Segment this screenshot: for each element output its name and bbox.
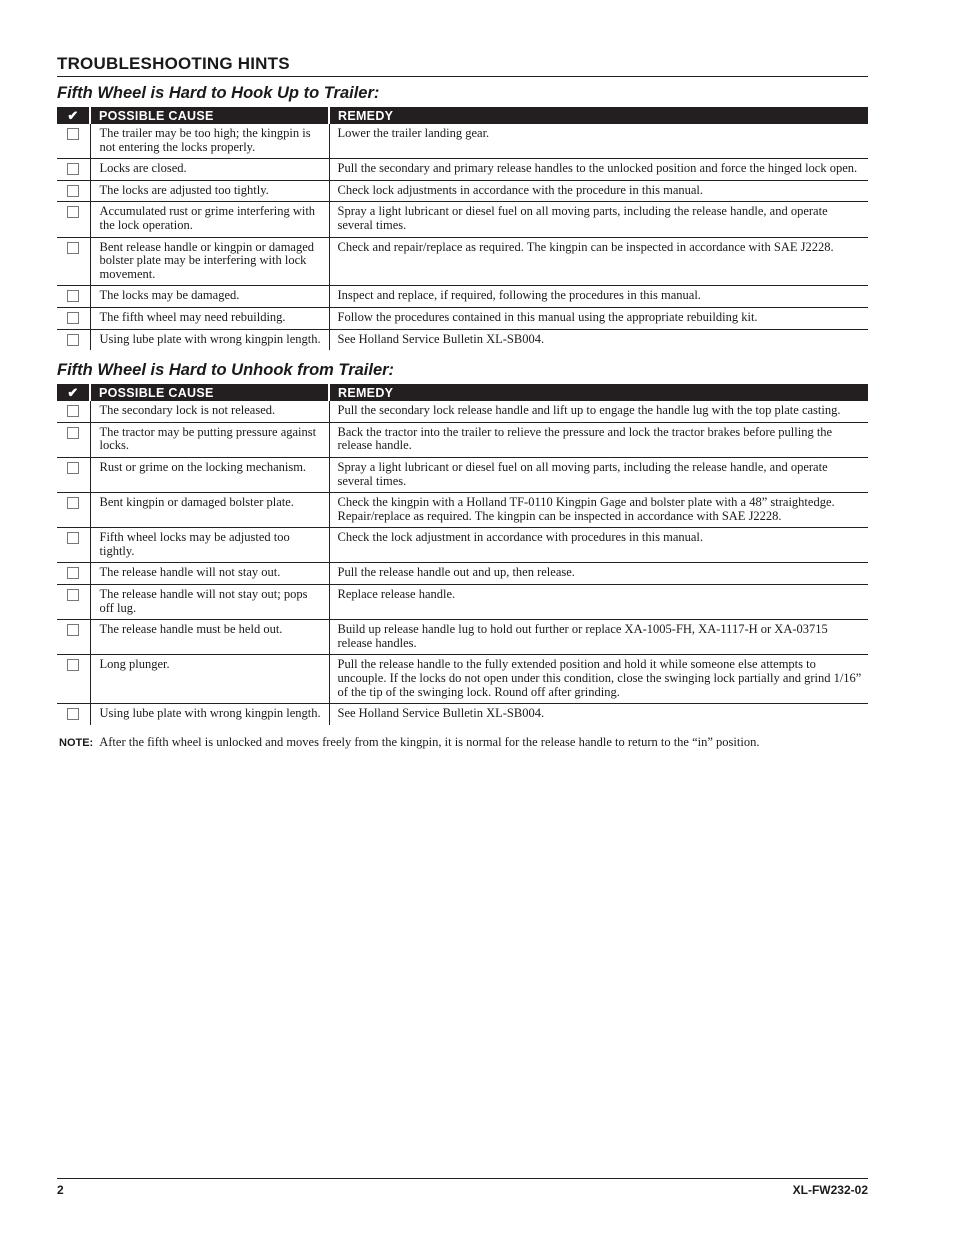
remedy-cell: Check the lock adjustment in accordance with procedures in this manual. [329, 528, 868, 563]
checkbox-cell [57, 401, 90, 422]
remedy-cell: Spray a light lubricant or diesel fuel on all moving parts, including the release handle, and operate several times. [329, 457, 868, 492]
table-row [57, 202, 868, 237]
remedy-cell: See Holland Service Bulletin XL-SB004. [329, 329, 868, 350]
table-row [57, 704, 868, 725]
checkbox-cell [57, 422, 90, 457]
cause-cell: The tractor may be putting pressure against locks. [90, 422, 329, 457]
checkbox[interactable] [67, 462, 79, 474]
cause-cell: The trailer may be too high; the kingpin is not entering the locks properly. [90, 124, 329, 159]
table-row [57, 493, 868, 528]
table-row [57, 159, 868, 181]
table-row [57, 457, 868, 492]
table-row [57, 655, 868, 704]
check-header-icon: ✔ [57, 384, 90, 401]
checkbox[interactable] [67, 290, 79, 302]
cause-cell: The fifth wheel may need rebuilding. [90, 307, 329, 329]
cause-cell: Accumulated rust or grime interfering with the lock operation. [90, 202, 329, 237]
checkbox-cell [57, 655, 90, 704]
checkbox[interactable] [67, 427, 79, 439]
checkbox-cell [57, 180, 90, 202]
table-row [57, 620, 868, 655]
remedy-cell: Pull the release handle out and up, then release. [329, 563, 868, 585]
checkbox-cell [57, 237, 90, 286]
cause-cell: The locks are adjusted too tightly. [90, 180, 329, 202]
checkbox-cell [57, 457, 90, 492]
remedy-cell: Check and repair/replace as required. The kingpin can be inspected in accordance with SAE J2228. [329, 237, 868, 286]
footer-divider [57, 1178, 868, 1179]
checkbox[interactable] [67, 312, 79, 324]
checkbox-cell [57, 493, 90, 528]
checkbox[interactable] [67, 206, 79, 218]
checkbox[interactable] [67, 708, 79, 720]
table-row [57, 124, 868, 159]
checkbox[interactable] [67, 589, 79, 601]
section-title-hook-up: Fifth Wheel is Hard to Hook Up to Trailer: [57, 84, 380, 102]
cause-cell: Bent release handle or kingpin or damaged bolster plate may be interfering with lock movement. [90, 237, 329, 286]
checkbox[interactable] [67, 405, 79, 417]
unhook-table-body [57, 401, 868, 725]
cause-cell: The release handle will not stay out. [90, 563, 329, 585]
table-row [57, 329, 868, 350]
check-header-icon: ✔ [57, 107, 90, 124]
cause-cell: The release handle will not stay out; pops off lug. [90, 585, 329, 620]
remedy-header: REMEDY [329, 107, 868, 124]
remedy-cell: See Holland Service Bulletin XL-SB004. [329, 704, 868, 725]
note [59, 735, 868, 750]
checkbox[interactable] [67, 532, 79, 544]
hook-up-table-body [57, 124, 868, 350]
remedy-cell: Replace release handle. [329, 585, 868, 620]
checkbox-cell [57, 528, 90, 563]
table-row [57, 422, 868, 457]
remedy-cell: Back the tractor into the trailer to relieve the pressure and lock the tractor brakes before pulling the release handle. [329, 422, 868, 457]
checkbox[interactable] [67, 242, 79, 254]
remedy-header: REMEDY [329, 384, 868, 401]
checkbox-cell [57, 585, 90, 620]
page-number: 2 [57, 1183, 64, 1197]
table-row [57, 286, 868, 308]
remedy-cell: Build up release handle lug to hold out further or replace XA-1005-FH, XA-1117-H or XA-03715 release handles. [329, 620, 868, 655]
remedy-cell: Inspect and replace, if required, following the procedures in this manual. [329, 286, 868, 308]
table-row [57, 528, 868, 563]
unhook-table [57, 384, 868, 725]
checkbox-cell [57, 620, 90, 655]
cause-cell: Long plunger. [90, 655, 329, 704]
cause-cell: Using lube plate with wrong kingpin length. [90, 704, 329, 725]
remedy-cell: Check the kingpin with a Holland TF-0110 Kingpin Gage and bolster plate with a 48” straightedge. Repair/replace as required. The kingpin can be inspected in accordance with SAE J2228. [329, 493, 868, 528]
remedy-cell: Check lock adjustments in accordance with the procedure in this manual. [329, 180, 868, 202]
remedy-cell: Spray a light lubricant or diesel fuel on all moving parts, including the release handle, and operate several times. [329, 202, 868, 237]
document-id: XL-FW232-02 [792, 1183, 868, 1197]
checkbox-cell [57, 563, 90, 585]
document-page [57, 54, 868, 750]
cause-cell: Fifth wheel locks may be adjusted too tightly. [90, 528, 329, 563]
checkbox[interactable] [67, 128, 79, 140]
checkbox-cell [57, 124, 90, 159]
checkbox-cell [57, 286, 90, 308]
checkbox-cell [57, 159, 90, 181]
checkbox[interactable] [67, 163, 79, 175]
table-row [57, 307, 868, 329]
note-label: NOTE: [59, 736, 94, 749]
table-row [57, 563, 868, 585]
remedy-cell: Follow the procedures contained in this manual using the appropriate rebuilding kit. [329, 307, 868, 329]
table-row [57, 401, 868, 422]
cause-cell: The release handle must be held out. [90, 620, 329, 655]
checkbox[interactable] [67, 185, 79, 197]
table-row [57, 180, 868, 202]
remedy-cell: Lower the trailer landing gear. [329, 124, 868, 159]
hook-up-table [57, 107, 868, 350]
checkbox-cell [57, 307, 90, 329]
checkbox[interactable] [67, 659, 79, 671]
remedy-cell: Pull the secondary lock release handle and lift up to engage the handle lug with the top plate casting. [329, 401, 868, 422]
table-row [57, 585, 868, 620]
section-title-unhook: Fifth Wheel is Hard to Unhook from Trailer: [57, 361, 395, 380]
checkbox[interactable] [67, 497, 79, 509]
cause-cell: Using lube plate with wrong kingpin length. [90, 329, 329, 350]
cause-cell: Rust or grime on the locking mechanism. [90, 457, 329, 492]
table-row [57, 237, 868, 286]
cause-cell: The locks may be damaged. [90, 286, 329, 308]
note-text: After the fifth wheel is unlocked and moves freely from the kingpin, it is normal for the release handle to return to the “in” position. [99, 734, 760, 749]
cause-cell: Locks are closed. [90, 159, 329, 181]
cause-cell: The secondary lock is not released. [90, 401, 329, 422]
checkbox[interactable] [67, 334, 79, 346]
checkbox[interactable] [67, 624, 79, 636]
checkbox[interactable] [67, 567, 79, 579]
checkbox-cell [57, 329, 90, 350]
remedy-cell: Pull the release handle to the fully extended position and hold it while someone else attempts to uncouple. If the locks do not open under this condition, close the swinging lock partially and grind 1/16” of the tip of the swinging lock. Round off after grinding. [329, 655, 868, 704]
remedy-cell: Pull the secondary and primary release handles to the unlocked position and force the hinged lock open. [329, 159, 868, 181]
cause-header: POSSIBLE CAUSE [90, 384, 329, 401]
checkbox-cell [57, 202, 90, 237]
checkbox-cell [57, 704, 90, 725]
cause-cell: Bent kingpin or damaged bolster plate. [90, 493, 329, 528]
page-title: TROUBLESHOOTING HINTS [57, 54, 868, 77]
cause-header: POSSIBLE CAUSE [90, 107, 329, 124]
